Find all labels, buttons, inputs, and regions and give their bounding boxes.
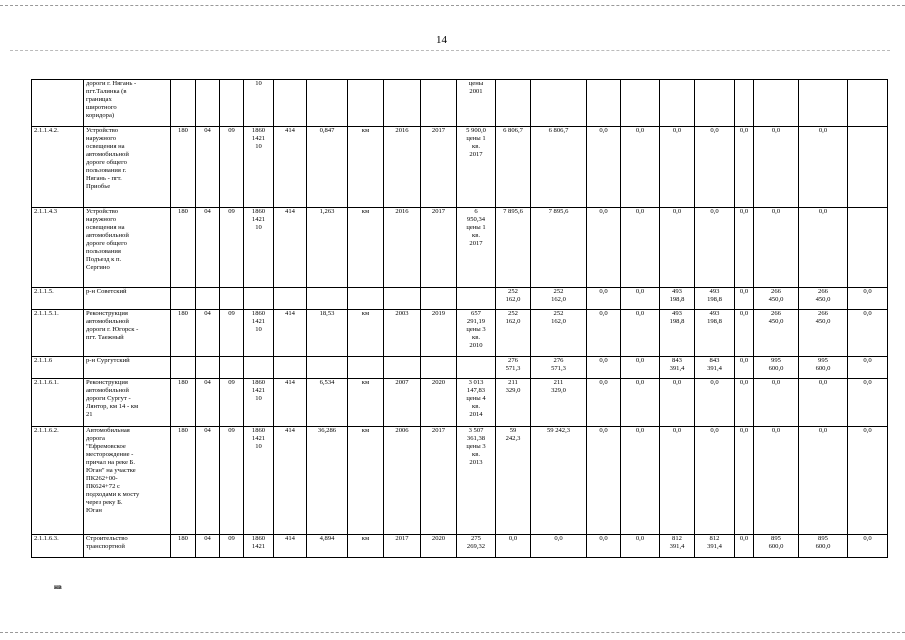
cell-subsection: 09 [220,427,244,535]
cell-ministry: 180 [171,208,196,288]
cell-unit [348,288,384,310]
cell-value: 0,0 [848,357,888,379]
cell-value: 0,0 [799,427,848,535]
cell-expense-type [274,80,307,127]
cell-end-year: 2017 [421,127,457,208]
cell-value: 59 242,3 [531,427,587,535]
cell-value [848,127,888,208]
cell-capacity [307,357,348,379]
cell-value: 0,0 [735,357,754,379]
cell-value: 0,0 [735,379,754,427]
cell-value: 0,0 [621,208,660,288]
cell-value: 0,0 [848,379,888,427]
cell-end-year: 2017 [421,208,457,288]
cell-value: 0,0 [621,288,660,310]
cell-unit: км [348,379,384,427]
cell-end-year [421,80,457,127]
cell-value: 252 162,0 [496,288,531,310]
cell-expense-type [274,357,307,379]
scan-top-edge [0,5,905,6]
cell-value: 0,0 [799,127,848,208]
table-row [32,127,888,208]
cell-name: Реконструкция автомобильной дороги Сургут - Лянтор, км 14 - км 21 [84,379,171,427]
cell-value: 0,0 [621,427,660,535]
cell-value: 0,0 [587,379,621,427]
cell-value: 252 162,0 [496,310,531,357]
cell-value [799,80,848,127]
cell-ministry: 180 [171,127,196,208]
cell-value: 812 391,4 [695,535,735,558]
cell-value: 0,0 [660,427,695,535]
cell-capacity: 4,894 [307,535,348,558]
cell-end-year: 2020 [421,379,457,427]
cell-section: 04 [196,427,220,535]
cell-value: 0,0 [587,288,621,310]
cell-value: 0,0 [587,310,621,357]
cell-value: 0,0 [660,379,695,427]
cell-end-year: 2017 [421,427,457,535]
cell-expense-type: 414 [274,127,307,208]
cell-unit [348,357,384,379]
cell-value: 0,0 [848,427,888,535]
cell-value: 7 895,6 [531,208,587,288]
cell-value: 0,0 [848,288,888,310]
cell-subsection: 09 [220,379,244,427]
cell-subsection: 09 [220,127,244,208]
cell-value: 0,0 [848,535,888,558]
cell-value: 276 571,3 [531,357,587,379]
cell-code: 2.1.1.5.1. [32,310,84,357]
cell-value: 266 450,0 [754,288,799,310]
cell-capacity [307,288,348,310]
cell-value [660,80,695,127]
cell-start-year: 2016 [384,208,421,288]
cell-target: 1860 1421 10 [244,427,274,535]
cell-value: 252 162,0 [531,288,587,310]
cell-expense-type: 414 [274,379,307,427]
cell-value: 211 329,0 [496,379,531,427]
table-body [32,80,888,558]
cell-value [621,80,660,127]
cell-value: 0,0 [621,310,660,357]
cell-subsection: 09 [220,310,244,357]
cell-unit [348,80,384,127]
cell-value: 0,0 [799,208,848,288]
cell-value: 843 391,4 [660,357,695,379]
table-row [32,310,888,357]
cell-name: Устройство наружного освещения на автомобильной дороге общего пользования Подъезд к п. Сергино [84,208,171,288]
table-row [32,357,888,379]
cell-start-year [384,357,421,379]
cell-target [244,288,274,310]
cell-end-year [421,288,457,310]
cell-value: 0,0 [587,127,621,208]
cell-value: 0,0 [754,379,799,427]
cell-subsection: 09 [220,208,244,288]
cell-value: 0,0 [660,127,695,208]
cell-value [735,80,754,127]
cell-code [32,80,84,127]
cell-section: 04 [196,535,220,558]
cell-capacity: 1,263 [307,208,348,288]
cell-value: 895 600,0 [754,535,799,558]
cell-name: Устройство наружного освещения на автомобильной дороге общего пользования г. Нягань - пгт. Приобье [84,127,171,208]
cell-value: 7 895,6 [496,208,531,288]
cell-target: 1860 1421 10 [244,208,274,288]
cell-value: 0,0 [621,535,660,558]
cell-unit: км [348,427,384,535]
cell-name: Автомобильная дорога "Ефремовское месторождение - причал на реке Б. Юган" на участке ПК262+00- ПК624+72 с подходами к мосту через реку Б. Юган [84,427,171,535]
cell-target: 1860 1421 [244,535,274,558]
cell-unit: км [348,127,384,208]
budget-table [31,79,888,558]
cell-value: 0,0 [695,208,735,288]
cell-start-year: 2016 [384,127,421,208]
cell-start-year: 2006 [384,427,421,535]
cell-section [196,288,220,310]
cell-start-year [384,80,421,127]
cell-value: 843 391,4 [695,357,735,379]
cell-ministry: 180 [171,379,196,427]
cell-unit: км [348,310,384,357]
cell-ministry [171,357,196,379]
cell-value: 0,0 [735,288,754,310]
cell-value: 266 450,0 [799,310,848,357]
cell-target: 1860 1421 10 [244,127,274,208]
cell-value: 493 198,8 [695,288,735,310]
cell-expense-type: 414 [274,208,307,288]
cell-subsection [220,288,244,310]
cell-value: 0,0 [587,208,621,288]
cell-section: 04 [196,379,220,427]
cell-ministry: 180 [171,427,196,535]
cell-value: 0,0 [531,535,587,558]
cell-value: 0,0 [735,427,754,535]
cell-estimate: 657 291,19 цены 3 кв. 2010 [457,310,496,357]
cell-section: 04 [196,208,220,288]
cell-value: 493 198,8 [695,310,735,357]
page-number: 14 [436,34,447,46]
cell-estimate [457,357,496,379]
cell-value: 0,0 [621,379,660,427]
cell-value: 0,0 [587,427,621,535]
cell-value [695,80,735,127]
cell-value: 0,0 [695,379,735,427]
cell-value: 266 450,0 [799,288,848,310]
cell-value: 0,0 [735,535,754,558]
cell-value: 6 806,7 [496,127,531,208]
cell-value [848,208,888,288]
cell-name: Реконструкция автомобильной дороги г. Югорск - пгт. Таежный [84,310,171,357]
cell-end-year [421,357,457,379]
cell-estimate [457,288,496,310]
cell-name: р-н Сургутский [84,357,171,379]
cell-value [754,80,799,127]
cell-value: 0,0 [695,427,735,535]
table-row [32,535,888,558]
cell-subsection [220,80,244,127]
cell-value: 493 198,8 [660,310,695,357]
cell-target: 1860 1421 10 [244,379,274,427]
cell-start-year: 2003 [384,310,421,357]
cell-code: 2.1.1.6.3. [32,535,84,558]
cell-estimate: 3 013 147,83 цены 4 кв. 2014 [457,379,496,427]
cell-value: 276 571,3 [496,357,531,379]
cell-value: 0,0 [799,379,848,427]
cell-unit: км [348,208,384,288]
cell-value: 995 600,0 [754,357,799,379]
cell-value: 0,0 [621,357,660,379]
cell-ministry [171,288,196,310]
cell-section [196,80,220,127]
cell-unit: км [348,535,384,558]
cell-start-year: 2017 [384,535,421,558]
cell-expense-type [274,288,307,310]
cell-start-year [384,288,421,310]
cell-value: 895 600,0 [799,535,848,558]
cell-value: 6 806,7 [531,127,587,208]
cell-estimate: 5 900,0 цены 1 кв. 2017 [457,127,496,208]
cell-end-year: 2020 [421,535,457,558]
cell-section [196,357,220,379]
cell-value: 493 198,8 [660,288,695,310]
cell-value: 0,0 [754,427,799,535]
cell-capacity: 36,286 [307,427,348,535]
cell-value: 0,0 [735,208,754,288]
cell-estimate: 3 507 361,38 цены 3 кв. 2013 [457,427,496,535]
cell-target: 10 [244,80,274,127]
cell-value: 211 329,0 [531,379,587,427]
cell-name: р-н Советский [84,288,171,310]
cell-value: 812 391,4 [660,535,695,558]
cell-code: 2.1.1.6 [32,357,84,379]
footer-initials: нв [54,583,62,591]
cell-value: 0,0 [587,535,621,558]
cell-value [531,80,587,127]
cell-value: 0,0 [754,127,799,208]
cell-value [848,80,888,127]
cell-value: 0,0 [496,535,531,558]
cell-ministry: 180 [171,310,196,357]
cell-end-year: 2019 [421,310,457,357]
cell-name: Строительство транспортной [84,535,171,558]
cell-target: 1860 1421 10 [244,310,274,357]
cell-value: 0,0 [735,127,754,208]
cell-value: 266 450,0 [754,310,799,357]
cell-expense-type: 414 [274,535,307,558]
table-row [32,80,888,127]
cell-code: 2.1.1.5. [32,288,84,310]
cell-name: дороги г. Нягань - пгт.Талинка (в границах широтного коридора) [84,80,171,127]
cell-value: 0,0 [621,127,660,208]
header-divider [10,50,890,51]
cell-estimate: 275 269,32 [457,535,496,558]
cell-value: 0,0 [660,208,695,288]
cell-capacity: 6,534 [307,379,348,427]
cell-code: 2.1.1.4.2. [32,127,84,208]
cell-start-year: 2007 [384,379,421,427]
cell-capacity [307,80,348,127]
cell-section: 04 [196,127,220,208]
cell-code: 2.1.1.4.3 [32,208,84,288]
cell-estimate: 6 950,34 цены 1 кв. 2017 [457,208,496,288]
cell-value: 0,0 [587,357,621,379]
table-row [32,208,888,288]
cell-code: 2.1.1.6.2. [32,427,84,535]
cell-ministry: 180 [171,535,196,558]
cell-subsection: 09 [220,535,244,558]
cell-value: 0,0 [848,310,888,357]
cell-capacity: 0,847 [307,127,348,208]
cell-capacity: 18,53 [307,310,348,357]
scan-bottom-edge [0,632,905,633]
cell-value [496,80,531,127]
cell-expense-type: 414 [274,427,307,535]
cell-ministry [171,80,196,127]
cell-expense-type: 414 [274,310,307,357]
cell-value: 0,0 [754,208,799,288]
cell-value: 995 600,0 [799,357,848,379]
table-row [32,379,888,427]
cell-subsection [220,357,244,379]
cell-value: 0,0 [735,310,754,357]
cell-estimate: цены 2001 [457,80,496,127]
cell-value: 0,0 [695,127,735,208]
table-row [32,427,888,535]
cell-value [587,80,621,127]
cell-value: 252 162,0 [531,310,587,357]
cell-target [244,357,274,379]
cell-code: 2.1.1.6.1. [32,379,84,427]
cell-value: 59 242,3 [496,427,531,535]
table-row [32,288,888,310]
cell-section: 04 [196,310,220,357]
